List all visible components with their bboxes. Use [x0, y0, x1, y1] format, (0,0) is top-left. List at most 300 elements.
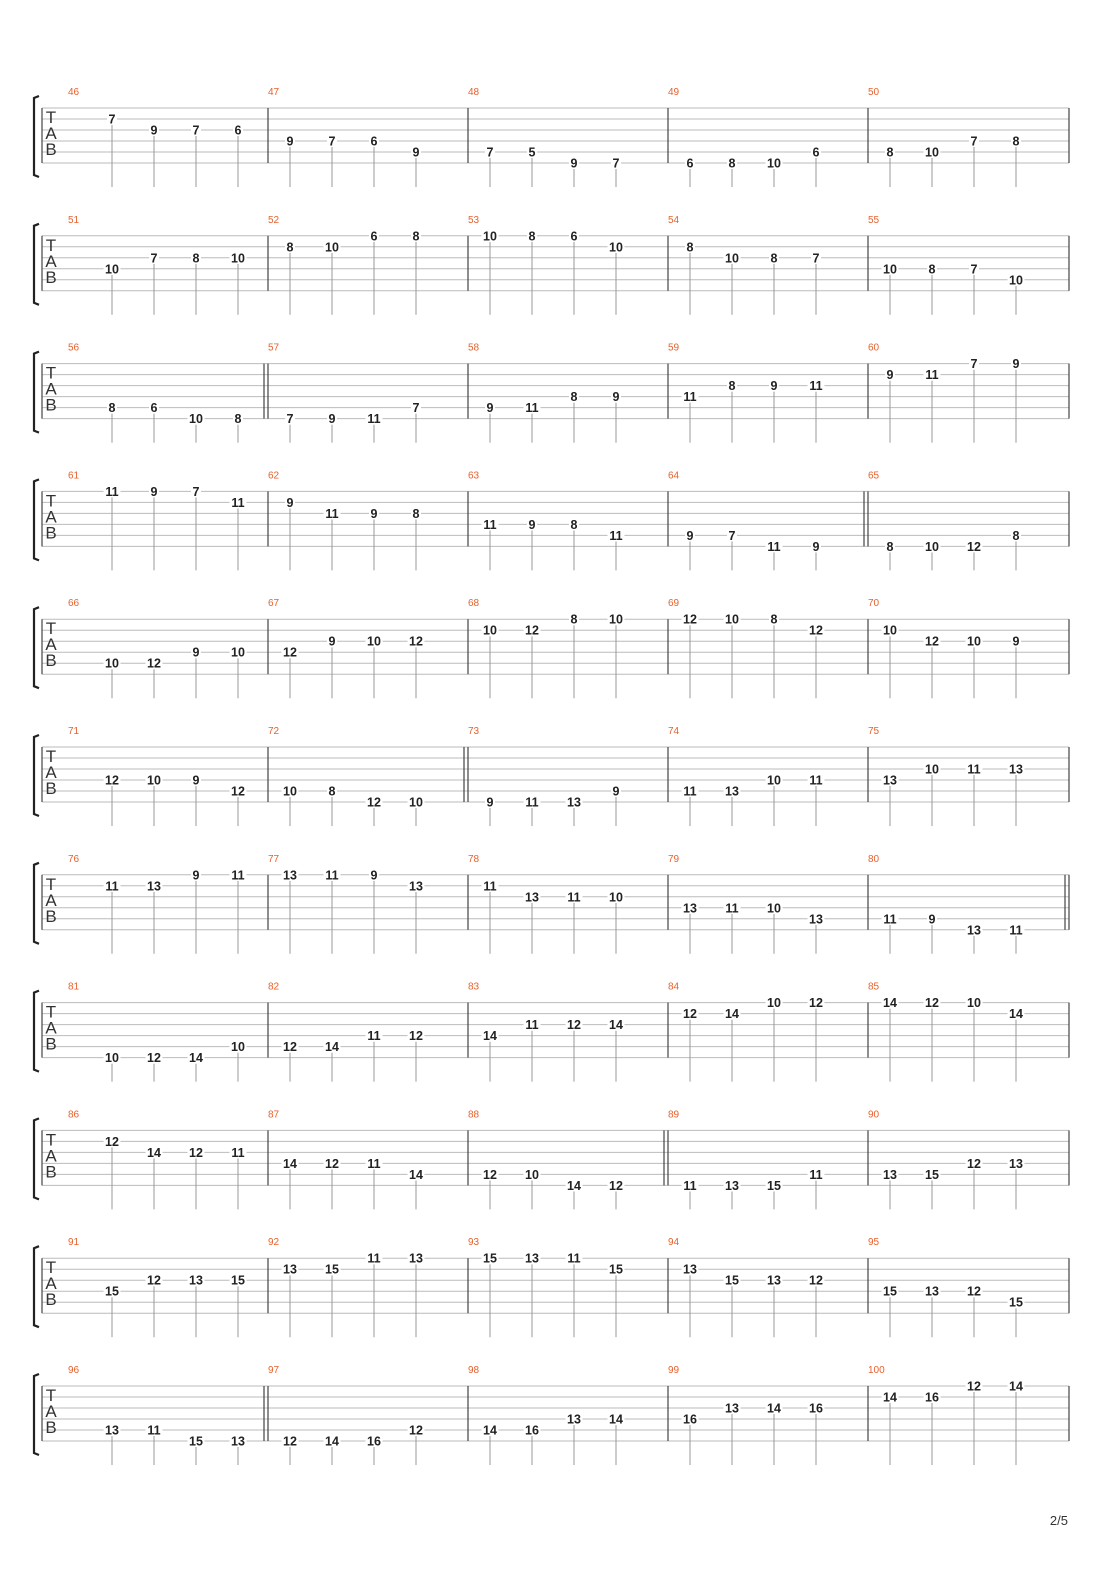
fret-number: 14 [1009, 1379, 1023, 1394]
tab-clef-letter: T [45, 1130, 57, 1150]
fret-number: 11 [105, 484, 119, 499]
fret-number: 7 [328, 134, 336, 149]
measure-number: 90 [868, 1109, 880, 1121]
tab-clef-letter: A [45, 890, 57, 910]
fret-number: 11 [525, 1018, 539, 1033]
fret-number: 12 [367, 795, 381, 810]
measure-number: 94 [668, 1237, 680, 1249]
fret-number: 8 [108, 401, 116, 416]
fret-number: 8 [192, 251, 200, 266]
staff-system [34, 87, 1069, 187]
measure-number: 98 [468, 1365, 480, 1376]
fret-number: 8 [1012, 528, 1020, 543]
fret-number: 14 [609, 1412, 623, 1427]
fret-number: 13 [409, 1251, 423, 1266]
measure-number: 55 [868, 214, 880, 226]
measure-number: 100 [868, 1365, 885, 1376]
fret-number: 8 [234, 412, 242, 427]
fret-number: 13 [883, 773, 897, 788]
fret-number: 10 [147, 773, 161, 788]
fret-number: 11 [325, 868, 339, 883]
fret-number: 11 [325, 506, 339, 521]
fret-number: 11 [147, 1423, 161, 1438]
fret-number: 9 [286, 495, 294, 510]
measure-number: 81 [68, 981, 80, 993]
fret-number: 11 [231, 495, 245, 510]
measure-number: 56 [68, 342, 80, 354]
measure-number: 48 [468, 87, 480, 98]
fret-number: 7 [970, 357, 978, 372]
measure-number: 85 [868, 981, 880, 993]
fret-number: 12 [105, 773, 119, 788]
measure-number: 58 [468, 342, 480, 354]
fret-number: 12 [147, 656, 161, 671]
fret-number: 9 [192, 645, 200, 660]
tab-clef-letter: B [45, 395, 57, 415]
fret-number: 12 [809, 623, 823, 638]
fret-number: 8 [570, 517, 578, 532]
fret-number: 15 [483, 1251, 497, 1266]
measure-number: 89 [668, 1109, 680, 1121]
fret-number: 13 [567, 795, 581, 810]
staff-system [34, 726, 1069, 826]
measure-number: 72 [268, 726, 280, 737]
fret-number: 12 [809, 1273, 823, 1288]
staff-system [34, 470, 1069, 570]
measure-number: 93 [468, 1237, 480, 1249]
fret-number: 8 [728, 156, 736, 171]
fret-number: 12 [525, 623, 539, 638]
fret-number: 15 [231, 1273, 245, 1288]
fret-number: 11 [483, 517, 497, 532]
fret-number: 14 [483, 1423, 497, 1438]
fret-number: 9 [612, 784, 620, 799]
fret-number: 12 [283, 645, 297, 660]
fret-number: 6 [686, 156, 694, 171]
fret-number: 8 [886, 539, 894, 554]
system-bracket [34, 479, 39, 560]
fret-number: 10 [231, 251, 245, 266]
fret-number: 11 [925, 368, 939, 383]
tab-clef-letter: B [45, 140, 57, 159]
measure-number: 53 [468, 214, 480, 226]
fret-number: 12 [609, 1178, 623, 1193]
fret-number: 12 [483, 1167, 497, 1182]
fret-number: 15 [609, 1262, 623, 1277]
measure-number: 80 [868, 853, 880, 865]
measure-number: 68 [468, 598, 480, 610]
fret-number: 7 [728, 528, 736, 543]
fret-number: 8 [412, 506, 420, 521]
fret-number: 10 [925, 539, 939, 554]
fret-number: 14 [883, 996, 897, 1011]
fret-number: 10 [105, 1051, 119, 1066]
staff-system [34, 343, 1069, 443]
fret-number: 9 [770, 379, 778, 394]
fret-number: 10 [105, 262, 119, 277]
fret-number: 11 [483, 879, 497, 894]
fret-number: 16 [925, 1390, 939, 1405]
measure-number: 60 [868, 342, 880, 354]
measure-number: 73 [468, 726, 480, 737]
measure-number: 65 [868, 470, 880, 482]
tab-clef-letter: A [45, 124, 57, 143]
tab-clef-letter: B [45, 1418, 57, 1437]
measure-number: 78 [468, 853, 480, 865]
measure-number: 67 [268, 598, 280, 610]
fret-number: 11 [367, 1251, 381, 1266]
tab-clef-letter: T [45, 619, 57, 639]
tab-clef-letter: B [45, 906, 57, 926]
fret-number: 7 [150, 251, 158, 266]
tab-clef-letter: A [45, 1146, 57, 1166]
fret-number: 10 [609, 612, 623, 627]
fret-number: 11 [683, 390, 697, 405]
measure-number: 76 [68, 853, 80, 865]
fret-number: 9 [370, 868, 378, 883]
fret-number: 12 [967, 1284, 981, 1299]
fret-number: 7 [486, 145, 494, 160]
tab-clef-letter: T [45, 747, 57, 766]
fret-number: 11 [567, 1251, 581, 1266]
system-bracket [34, 1246, 39, 1327]
measure-number: 88 [468, 1109, 480, 1121]
fret-number: 13 [283, 868, 297, 883]
fret-number: 7 [412, 401, 420, 416]
measure-number: 96 [68, 1365, 80, 1376]
measure-number: 92 [268, 1237, 280, 1249]
fret-number: 14 [325, 1434, 339, 1449]
fret-number: 10 [967, 634, 981, 649]
fret-number: 13 [683, 901, 697, 916]
fret-number: 8 [570, 390, 578, 405]
fret-number: 9 [328, 634, 336, 649]
fret-number: 8 [528, 229, 536, 244]
measure-number: 54 [668, 214, 680, 226]
fret-number: 9 [412, 145, 420, 160]
fret-number: 15 [725, 1273, 739, 1288]
fret-number: 16 [367, 1434, 381, 1449]
fret-number: 8 [886, 145, 894, 160]
fret-number: 10 [767, 156, 781, 171]
system-bracket [34, 863, 39, 944]
staff-system [34, 215, 1069, 315]
fret-number: 8 [328, 784, 336, 799]
tab-clef-letter: T [45, 1258, 57, 1278]
fret-number: 14 [1009, 1007, 1023, 1022]
staff-system [34, 1109, 1069, 1209]
fret-number: 10 [967, 996, 981, 1011]
tab-clef-letter: A [45, 1274, 57, 1294]
fret-number: 9 [192, 773, 200, 788]
fret-number: 12 [967, 1156, 981, 1171]
tab-clef-letter: T [45, 491, 57, 511]
fret-number: 16 [525, 1423, 539, 1438]
tab-clef-letter: A [45, 379, 57, 399]
fret-number: 11 [683, 784, 697, 799]
fret-number: 8 [570, 612, 578, 627]
measure-number: 46 [68, 87, 80, 98]
measure-number: 52 [268, 214, 280, 226]
fret-number: 13 [525, 1251, 539, 1266]
fret-number: 10 [1009, 273, 1023, 288]
fret-number: 13 [409, 879, 423, 894]
tab-clef-letter: T [45, 1386, 57, 1405]
tab-clef-letter: B [45, 1034, 57, 1054]
fret-number: 7 [612, 156, 620, 171]
fret-number: 11 [809, 1167, 823, 1182]
fret-number: 11 [1009, 923, 1023, 938]
fret-number: 14 [283, 1156, 297, 1171]
fret-number: 14 [725, 1007, 739, 1022]
fret-number: 11 [525, 795, 539, 810]
fret-number: 7 [192, 123, 200, 138]
fret-number: 12 [409, 1029, 423, 1044]
fret-number: 13 [809, 912, 823, 927]
tab-clef-letter: A [45, 1018, 57, 1038]
fret-number: 16 [809, 1401, 823, 1416]
fret-number: 11 [367, 412, 381, 427]
fret-number: 11 [809, 773, 823, 788]
fret-number: 7 [286, 412, 294, 427]
fret-number: 9 [328, 412, 336, 427]
fret-number: 10 [609, 240, 623, 255]
fret-number: 7 [192, 484, 200, 499]
fret-number: 7 [108, 112, 116, 127]
fret-number: 6 [370, 229, 378, 244]
measure-number: 75 [868, 726, 880, 737]
page-number: 2/5 [1049, 1513, 1068, 1528]
fret-number: 13 [683, 1262, 697, 1277]
tab-clef-letter: B [45, 779, 57, 798]
fret-number: 9 [286, 134, 294, 149]
fret-number: 11 [967, 762, 981, 777]
measure-number: 59 [668, 342, 680, 354]
fret-number: 12 [925, 634, 939, 649]
fret-number: 14 [325, 1040, 339, 1055]
tab-clef-letter: B [45, 651, 57, 671]
measure-number: 77 [268, 853, 280, 865]
fret-number: 10 [483, 623, 497, 638]
fret-number: 13 [147, 879, 161, 894]
fret-number: 9 [928, 912, 936, 927]
fret-number: 10 [105, 656, 119, 671]
measure-number: 86 [68, 1109, 80, 1121]
fret-number: 12 [925, 996, 939, 1011]
fret-number: 10 [925, 762, 939, 777]
fret-number: 6 [150, 401, 158, 416]
fret-number: 9 [486, 401, 494, 416]
fret-number: 15 [105, 1284, 119, 1299]
fret-number: 9 [686, 528, 694, 543]
fret-number: 12 [147, 1273, 161, 1288]
fret-number: 15 [767, 1178, 781, 1193]
fret-number: 10 [283, 784, 297, 799]
fret-number: 13 [725, 1178, 739, 1193]
fret-number: 12 [809, 996, 823, 1011]
measure-number: 51 [68, 214, 80, 226]
tab-clef-letter: B [45, 1290, 57, 1310]
fret-number: 10 [231, 1040, 245, 1055]
fret-number: 11 [883, 912, 897, 927]
tab-clef-letter: A [45, 1402, 57, 1421]
fret-number: 9 [150, 484, 158, 499]
fret-number: 9 [192, 868, 200, 883]
tab-clef-letter: T [45, 235, 57, 255]
fret-number: 10 [767, 996, 781, 1011]
measure-number: 99 [668, 1365, 680, 1376]
fret-number: 9 [1012, 357, 1020, 372]
measure-number: 63 [468, 470, 480, 482]
fret-number: 9 [812, 539, 820, 554]
fret-number: 12 [283, 1040, 297, 1055]
fret-number: 13 [725, 1401, 739, 1416]
fret-number: 13 [967, 923, 981, 938]
fret-number: 10 [483, 229, 497, 244]
fret-number: 11 [367, 1156, 381, 1171]
tab-clef-letter: T [45, 874, 57, 894]
fret-number: 8 [770, 251, 778, 266]
fret-number: 11 [231, 1145, 245, 1160]
fret-number: 12 [567, 1018, 581, 1033]
fret-number: 13 [105, 1423, 119, 1438]
fret-number: 13 [567, 1412, 581, 1427]
tab-clef-letter: A [45, 635, 57, 655]
fret-number: 9 [486, 795, 494, 810]
fret-number: 12 [231, 784, 245, 799]
fret-number: 9 [1012, 634, 1020, 649]
staff-system [34, 598, 1069, 698]
fret-number: 9 [370, 506, 378, 521]
fret-number: 14 [483, 1029, 497, 1044]
fret-number: 9 [528, 517, 536, 532]
fret-number: 10 [189, 412, 203, 427]
fret-number: 10 [883, 262, 897, 277]
fret-number: 15 [883, 1284, 897, 1299]
fret-number: 14 [609, 1018, 623, 1033]
fret-number: 10 [525, 1167, 539, 1182]
fret-number: 11 [609, 528, 623, 543]
fret-number: 14 [567, 1178, 581, 1193]
fret-number: 12 [325, 1156, 339, 1171]
fret-number: 6 [812, 145, 820, 160]
fret-number: 12 [147, 1051, 161, 1066]
fret-number: 11 [567, 890, 581, 905]
system-bracket [34, 1374, 39, 1455]
system-bracket [34, 1118, 39, 1199]
fret-number: 12 [683, 612, 697, 627]
fret-number: 7 [970, 134, 978, 149]
tab-clef-letter: T [45, 108, 57, 127]
staff-system [34, 1237, 1069, 1337]
fret-number: 5 [528, 145, 536, 160]
fret-number: 10 [725, 251, 739, 266]
tab-clef-letter: T [45, 363, 57, 383]
fret-number: 13 [883, 1167, 897, 1182]
fret-number: 10 [883, 623, 897, 638]
fret-number: 13 [189, 1273, 203, 1288]
measure-number: 57 [268, 342, 280, 354]
fret-number: 12 [967, 539, 981, 554]
measure-number: 50 [868, 87, 880, 98]
fret-number: 11 [725, 901, 739, 916]
fret-number: 15 [925, 1167, 939, 1182]
fret-number: 8 [686, 240, 694, 255]
fret-number: 13 [525, 890, 539, 905]
fret-number: 14 [883, 1390, 897, 1405]
fret-number: 9 [612, 390, 620, 405]
fret-number: 10 [409, 795, 423, 810]
fret-number: 13 [925, 1284, 939, 1299]
fret-number: 12 [283, 1434, 297, 1449]
fret-number: 16 [683, 1412, 697, 1427]
fret-number: 12 [683, 1007, 697, 1022]
tab-clef-letter: A [45, 507, 57, 527]
fret-number: 12 [105, 1134, 119, 1149]
fret-number: 6 [570, 229, 578, 244]
fret-number: 13 [767, 1273, 781, 1288]
fret-number: 14 [767, 1401, 781, 1416]
measure-number: 64 [668, 470, 680, 482]
fret-number: 12 [189, 1145, 203, 1160]
fret-number: 11 [683, 1178, 697, 1193]
tab-clef-letter: B [45, 1162, 57, 1182]
fret-number: 13 [725, 784, 739, 799]
fret-number: 8 [412, 229, 420, 244]
system-bracket [34, 607, 39, 688]
measure-number: 47 [268, 87, 280, 98]
staff-system [34, 1365, 1069, 1465]
fret-number: 10 [609, 890, 623, 905]
fret-number: 10 [367, 634, 381, 649]
system-bracket [34, 96, 39, 177]
measure-number: 62 [268, 470, 280, 482]
measure-number: 49 [668, 87, 680, 98]
fret-number: 8 [1012, 134, 1020, 149]
measure-number: 66 [68, 598, 80, 610]
fret-number: 10 [725, 612, 739, 627]
measure-number: 79 [668, 853, 680, 865]
tab-clef-letter: B [45, 523, 57, 543]
fret-number: 9 [886, 368, 894, 383]
measure-number: 61 [68, 470, 80, 482]
measure-number: 84 [668, 981, 680, 993]
fret-number: 6 [370, 134, 378, 149]
measure-number: 91 [68, 1237, 80, 1249]
fret-number: 12 [409, 634, 423, 649]
fret-number: 9 [570, 156, 578, 171]
fret-number: 8 [928, 262, 936, 277]
fret-number: 10 [325, 240, 339, 255]
fret-number: 11 [767, 539, 781, 554]
measure-number: 97 [268, 1365, 280, 1376]
fret-number: 9 [150, 123, 158, 138]
fret-number: 10 [767, 901, 781, 916]
fret-number: 12 [409, 1423, 423, 1438]
fret-number: 6 [234, 123, 242, 138]
fret-number: 11 [105, 879, 119, 894]
measure-number: 74 [668, 726, 680, 737]
measure-number: 71 [68, 726, 80, 737]
system-bracket [34, 991, 39, 1072]
measure-number: 95 [868, 1237, 880, 1249]
fret-number: 8 [286, 240, 294, 255]
fret-number: 7 [970, 262, 978, 277]
measure-number: 87 [268, 1109, 280, 1121]
measure-number: 70 [868, 598, 880, 610]
tab-clef-letter: A [45, 251, 57, 271]
fret-number: 14 [409, 1167, 423, 1182]
